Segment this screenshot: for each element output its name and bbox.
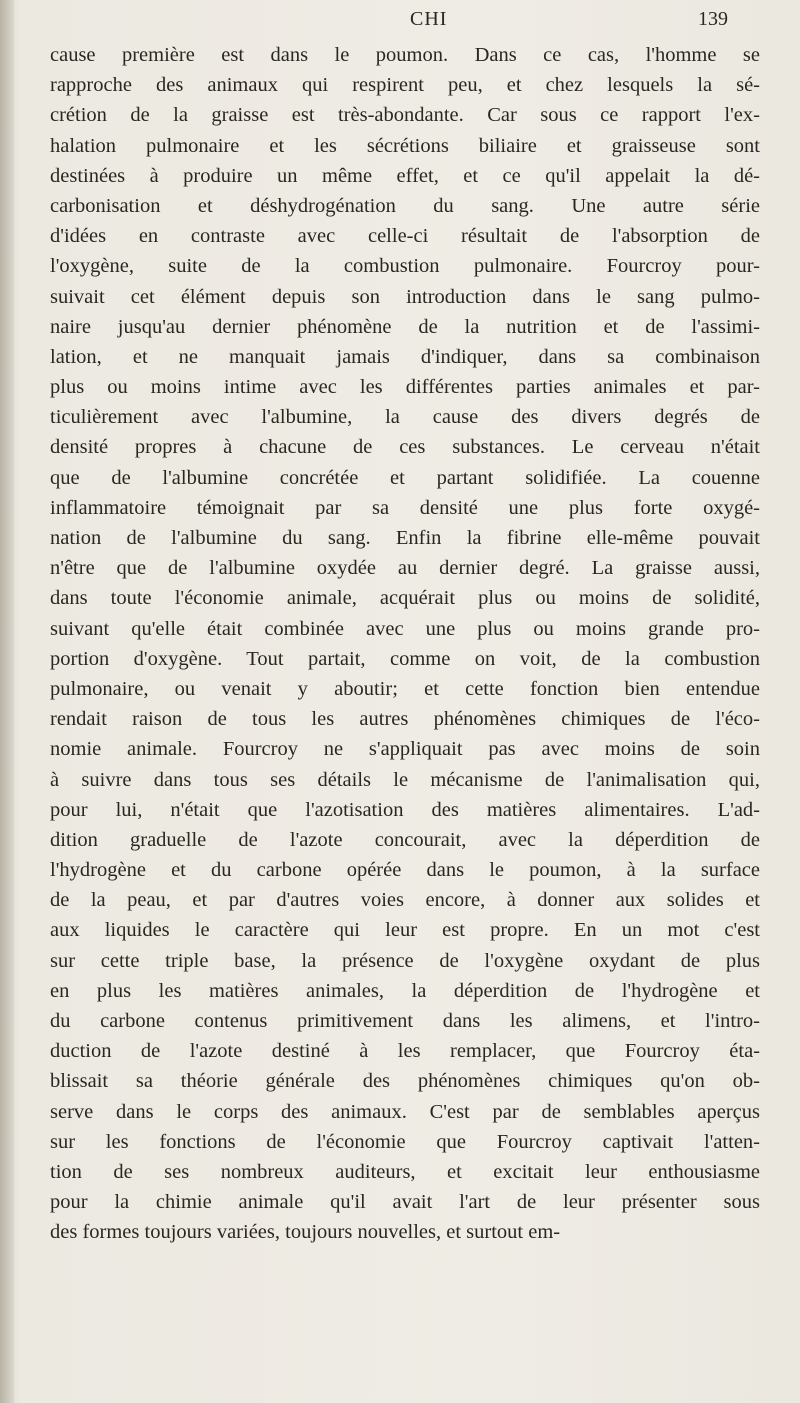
text-line: plus ou moins intime avec les différentes parties animales et par- [50,376,760,399]
text-line: duction de l'azote destiné à les remplacer, que Fourcroy éta- [50,1040,760,1063]
text-line: inflammatoire témoignait par sa densité une plus forte oxygé- [50,496,760,519]
text-line: rendait raison de tous les autres phénomènes chimiques de l'éco- [50,708,760,731]
text-line: crétion de la graisse est très-abondante. Car sous ce rapport l'ex- [50,104,760,127]
text-line: densité propres à chacune de ces substances. Le cerveau n'était [50,436,760,459]
text-line: cause première est dans le poumon. Dans ce cas, l'homme se [50,44,760,66]
text-line: pour lui, n'était que l'azotisation des matières alimentaires. L'ad- [50,798,760,821]
text-line: suivant qu'elle était combinée avec une plus ou moins grande pro- [50,617,760,640]
text-line: l'oxygène, suite de la combustion pulmonaire. Fourcroy pour- [50,255,760,278]
text-line: serve dans le corps des animaux. C'est par de semblables aperçus [50,1100,760,1123]
text-line: carbonisation et déshydrogénation du sang. Une autre série [50,194,760,217]
text-line: blissait sa théorie générale des phénomènes chimiques qu'on ob- [50,1070,760,1093]
page-number: 139 [698,8,728,30]
text-line: sur les fonctions de l'économie que Fourcroy captivait l'atten- [50,1130,760,1153]
text-line: portion d'oxygène. Tout partait, comme on voit, de la combustion [50,647,760,670]
text-line: du carbone contenus primitivement dans les alimens, et l'intro- [50,1010,760,1032]
text-line: naire jusqu'au dernier phénomène de la nutrition et de l'assimi- [50,315,760,338]
text-line: dition graduelle de l'azote concourait, avec la déperdition de [50,828,760,851]
text-line: tion de ses nombreux auditeurs, et excitait leur enthousiasme [50,1160,760,1183]
text-line: en plus les matières animales, la déperdition de l'hydrogène et [50,979,760,1002]
page-binding-shadow [0,0,14,1403]
text-line: à suivre dans tous ses détails le mécanisme de l'animalisation qui, [50,768,760,791]
text-line: pour la chimie animale qu'il avait l'art de leur présenter sous [50,1191,760,1214]
text-line: ticulièrement avec l'albumine, la cause des divers degrés de [50,406,760,429]
text-line: l'hydrogène et du carbone opérée dans le poumon, à la surface [50,859,760,882]
text-line: aux liquides le caractère qui leur est propre. En un mot c'est [50,919,760,942]
text-line: lation, et ne manquait jamais d'indiquer, dans sa combinaison [50,345,760,368]
text-line: nation de l'albumine du sang. Enfin la fibrine elle-même pouvait [50,527,760,549]
text-line: destinées à produire un même effet, et ce qu'il appelait la dé- [50,164,760,187]
text-line: suivait cet élément depuis son introduction dans le sang pulmo- [50,285,760,308]
text-line: halation pulmonaire et les sécrétions biliaire et graisseuse sont [50,134,760,157]
text-line: sur cette triple base, la présence de l'oxygène oxydant de plus [50,949,760,972]
body-text [50,40,760,1248]
text-line: d'idées en contraste avec celle-ci résultait de l'absorption de [50,225,760,248]
text-line: n'être que de l'albumine oxydée au dernier degré. La graisse aussi, [50,557,760,580]
text-line: pulmonaire, ou venait y aboutir; et cette fonction bien entendue [50,677,760,700]
text-line: des formes toujours variées, toujours nouvelles, et surtout em- [50,1221,561,1244]
text-line: de la peau, et par d'autres voies encore, à donner aux solides et [50,889,760,912]
text-line: dans toute l'économie animale, acquérait plus ou moins de solidité, [50,587,760,610]
text-line: nomie animale. Fourcroy ne s'appliquait pas avec moins de soin [50,738,760,761]
running-head: CHI [410,8,448,30]
text-line: rapproche des animaux qui respirent peu, et chez lesquels la sé- [50,74,760,97]
text-line: que de l'albumine concrétée et partant solidifiée. La couenne [50,466,760,489]
page-header [60,6,740,34]
